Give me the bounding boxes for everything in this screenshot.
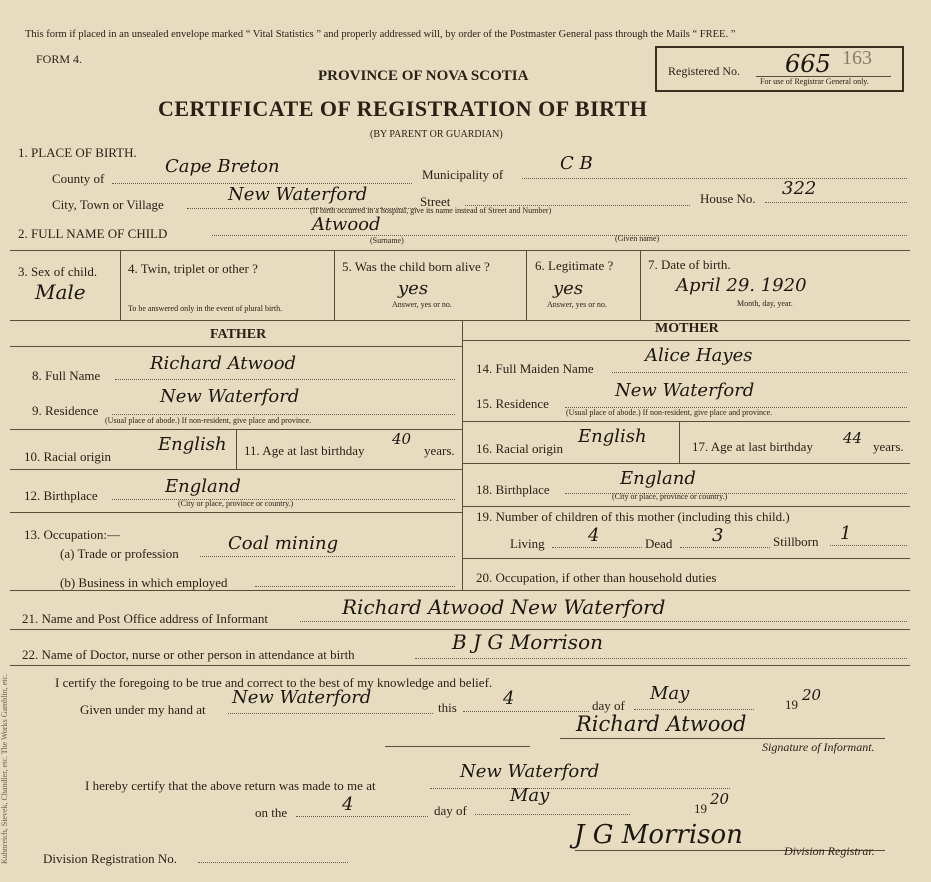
this-label: this: [438, 700, 457, 715]
mother-birthplace-note: (City or place, province or country.): [612, 492, 728, 501]
mother-residence-note: (Usual place of abode.) If non-resident, give place and province.: [566, 408, 773, 417]
county-value: Cape Breton: [165, 156, 280, 177]
mother-children-label: 19. Number of children of this mother (including this child.): [476, 509, 790, 524]
father-birthplace-value: England: [165, 476, 241, 497]
legitimate-label: 6. Legitimate ?: [535, 258, 614, 273]
father-name-value: Richard Atwood: [150, 353, 297, 374]
alive-label: 5. Was the child born alive ?: [342, 259, 490, 274]
sex-label: 3. Sex of child.: [18, 264, 98, 279]
registrar-day-value: 4: [342, 794, 354, 815]
father-business-label: (b) Business in which employed: [60, 575, 228, 590]
father-trade-label: (a) Trade or profession: [60, 546, 179, 561]
mother-age-label: 17. Age at last birthday: [692, 439, 813, 454]
given-name-note: (Given name): [615, 234, 660, 243]
child-name-label: 2. FULL NAME OF CHILD: [18, 226, 168, 241]
given-place-value: New Waterford: [232, 687, 372, 708]
mother-name-value: Alice Hayes: [645, 345, 753, 366]
legitimate-value: yes: [553, 278, 584, 299]
father-age-label: 11. Age at last birthday: [244, 443, 365, 458]
informant-signature: Richard Atwood: [576, 712, 747, 736]
margin-imprint: Kuhnreich, Sievek, Chandler, etc. The Works Gamblin, etc.: [0, 673, 9, 864]
mother-racial-label: 16. Racial origin: [476, 441, 564, 456]
father-residence-value: New Waterford: [160, 386, 300, 407]
house-value: 322: [782, 178, 817, 199]
mother-name-label: 14. Full Maiden Name: [476, 361, 594, 376]
form-number: FORM 4.: [36, 52, 83, 66]
father-name-label: 8. Full Name: [32, 368, 101, 383]
street-label: Street: [420, 194, 451, 209]
legitimate-note: Answer, yes or no.: [547, 300, 607, 309]
father-age-value: 40: [392, 430, 412, 448]
certify-year-prefix: 19: [785, 697, 798, 712]
father-racial-label: 10. Racial origin: [24, 449, 112, 464]
alive-note: Answer, yes or no.: [392, 300, 452, 309]
hospital-note: (If birth occurred in a hospital, give its name instead of Street and Number): [310, 206, 552, 215]
certify-day-of-label: day of: [592, 698, 625, 713]
certificate-subtitle: (BY PARENT OR GUARDIAN): [370, 129, 503, 140]
mother-birthplace-value: England: [620, 468, 696, 489]
registered-stamp: 163: [842, 47, 872, 69]
registrar-text: I hereby certify that the above return was made to me at: [85, 778, 376, 793]
father-trade-value: Coal mining: [228, 533, 339, 554]
registrar-signature: J G Morrison: [574, 820, 743, 850]
living-value: 4: [588, 525, 600, 546]
father-heading: FATHER: [210, 327, 267, 342]
sex-value: Male: [35, 280, 86, 304]
twin-label: 4. Twin, triplet or other ?: [128, 261, 258, 276]
municipality-value: C B: [560, 153, 593, 174]
county-label: County of: [52, 171, 105, 186]
registrar-month-value: May: [510, 785, 550, 806]
registrar-use-note: For use of Registrar General only.: [760, 77, 869, 86]
municipality-label: Municipality of: [422, 167, 504, 182]
certify-text: I certify the foregoing to be true and correct to the best of my knowledge and belief.: [55, 675, 493, 690]
father-birthplace-label: 12. Birthplace: [24, 488, 98, 503]
mother-residence-value: New Waterford: [615, 380, 755, 401]
stillborn-label: Stillborn: [773, 534, 819, 549]
father-birthplace-note: (City or place, province or country.): [178, 499, 294, 508]
father-residence-note: (Usual place of abode.) If non-resident, give place and province.: [105, 416, 312, 425]
city-value: New Waterford: [228, 184, 368, 205]
father-racial-value: English: [158, 434, 227, 455]
father-residence-label: 9. Residence: [32, 403, 99, 418]
mother-years: years.: [873, 439, 904, 454]
registrar-year-prefix: 19: [694, 801, 707, 816]
registrar-day-of-label: day of: [434, 803, 467, 818]
informant-value: Richard Atwood New Waterford: [342, 595, 666, 619]
province-heading: PROVINCE OF NOVA SCOTIA: [318, 68, 529, 84]
registered-value: 665: [785, 50, 831, 78]
place-of-birth-label: 1. PLACE OF BIRTH.: [18, 145, 137, 160]
dead-label: Dead: [645, 536, 673, 551]
mother-racial-value: English: [578, 426, 647, 447]
informant-label: 21. Name and Post Office address of Informant: [22, 611, 268, 626]
living-label: Living: [510, 536, 545, 551]
city-label: City, Town or Village: [52, 197, 164, 212]
certify-month-value: May: [650, 683, 690, 704]
stillborn-value: 1: [840, 523, 852, 544]
registrar-signature-label: Division Registrar.: [784, 844, 875, 858]
dead-value: 3: [712, 525, 724, 546]
mother-occupation-label: 20. Occupation, if other than household duties: [476, 570, 717, 585]
certify-day-value: 4: [503, 688, 515, 709]
surname-note: (Surname): [370, 236, 404, 245]
certify-year-value: 20: [802, 686, 822, 704]
father-years: years.: [424, 443, 455, 458]
date-value: April 29. 1920: [676, 275, 807, 296]
house-label: House No.: [700, 191, 756, 206]
on-the-label: on the: [255, 805, 288, 820]
registered-label: Registered No.: [668, 64, 740, 78]
postal-notice: This form if placed in an unsealed envelope marked “ Vital Statistics ” and properly addressed will, by order of the Postmaster General pass through the Mails “ FREE. ”: [25, 29, 736, 40]
date-label: 7. Date of birth.: [648, 257, 731, 272]
mother-age-value: 44: [843, 429, 863, 447]
mother-heading: MOTHER: [655, 321, 719, 336]
given-label: Given under my hand at: [80, 702, 206, 717]
division-registration-label: Division Registration No.: [43, 851, 177, 866]
registrar-year-value: 20: [710, 790, 730, 808]
doctor-value: B J G Morrison: [452, 630, 603, 654]
alive-value: yes: [398, 278, 429, 299]
doctor-label: 22. Name of Doctor, nurse or other person in attendance at birth: [22, 647, 355, 662]
twin-note: To be answered only in the event of plural birth.: [128, 304, 283, 313]
father-occupation-label: 13. Occupation:—: [24, 527, 121, 542]
date-note: Month, day, year.: [737, 299, 793, 308]
child-surname-value: Atwood: [312, 214, 381, 235]
informant-signature-label: Signature of Informant.: [762, 740, 875, 754]
registrar-place-value: New Waterford: [460, 761, 600, 782]
mother-residence-label: 15. Residence: [476, 396, 549, 411]
certificate-title: CERTIFICATE OF REGISTRATION OF BIRTH: [158, 96, 648, 121]
mother-birthplace-label: 18. Birthplace: [476, 482, 550, 497]
